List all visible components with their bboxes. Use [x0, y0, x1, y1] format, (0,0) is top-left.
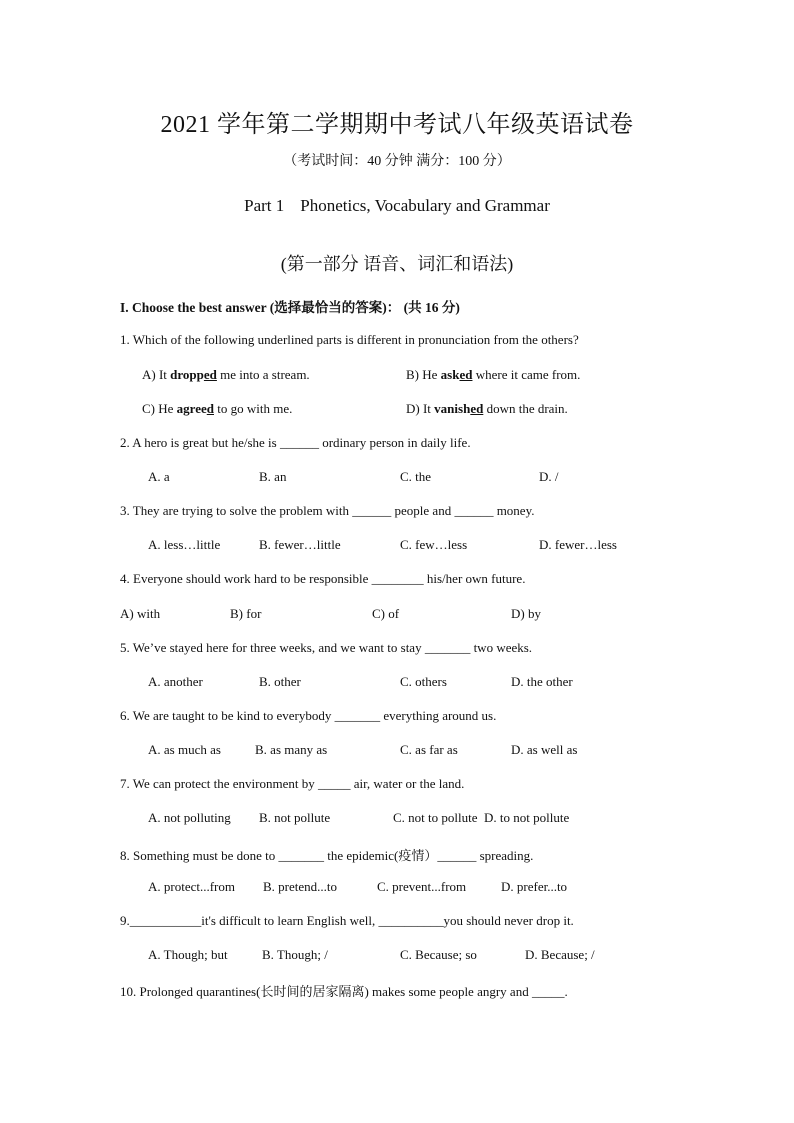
question-6-option-b: B. as many as — [255, 742, 328, 757]
part-heading — [0, 196, 794, 216]
question-1-option-d: D) It vanished down the drain. — [406, 401, 568, 416]
question-7-option-d: D. to not pollute — [484, 810, 570, 825]
question-7-option-b: B. not pollute — [259, 810, 331, 825]
part-heading-cn: (第一部分 语音、词汇和语法) — [280, 254, 514, 274]
question-8-option-a: A. protect...from — [148, 879, 236, 894]
question-1-option-c: C) He agreed to go with me. — [142, 401, 293, 416]
question-10-stem: 10. Prolonged quarantines(长时间的居家隔离) makes some people angry and _____. — [120, 984, 568, 999]
question-9-option-b: B. Though; / — [262, 947, 328, 962]
question-2-option-b: B. an — [259, 469, 287, 484]
question-8-option-d: D. prefer...to — [501, 879, 568, 894]
question-2-stem: 2. A hero is great but he/she is ______ ordinary person in daily life. — [120, 435, 471, 450]
question-9-option-c: C. Because; so — [400, 947, 477, 962]
question-4-stem: 4. Everyone should work hard to be responsible ________ his/her own future. — [120, 571, 526, 586]
question-4-option-c: C) of — [372, 606, 400, 621]
question-8-stem: 8. Something must be done to _______ the epidemic(疫情）______ spreading. — [120, 848, 534, 863]
question-3-option-a: A. less…little — [148, 537, 221, 552]
question-5-stem: 5. We’ve stayed here for three weeks, and we want to stay _______ two weeks. — [120, 640, 533, 655]
question-5-option-b: B. other — [259, 674, 301, 689]
question-1-stem: 1. Which of the following underlined parts is different in pronunciation from the others? — [120, 332, 579, 347]
exam-title: 2021 学年第二学期期中考试八年级英语试卷 — [160, 112, 634, 138]
part-name: Phonetics, Vocabulary and Grammar — [300, 196, 550, 215]
section-heading: I. Choose the best answer (选择最恰当的答案)： (共 16 分) — [120, 300, 460, 315]
question-9-option-a: A. Though; but — [148, 947, 228, 962]
question-6-option-d: D. as well as — [511, 742, 578, 757]
question-7-option-c: C. not to pollute — [393, 810, 478, 825]
question-7-stem: 7. We can protect the environment by _____ air, water or the land. — [120, 776, 465, 791]
question-1-option-a: A) It dropped me into a stream. — [142, 367, 310, 382]
question-6-option-c: C. as far as — [400, 742, 458, 757]
question-7-option-a: A. not polluting — [148, 810, 231, 825]
part-label: Part 1 — [244, 196, 285, 215]
question-3-option-c: C. few…less — [400, 537, 468, 552]
question-1-option-b: B) He asked where it came from. — [406, 367, 581, 382]
question-2-option-a: A. a — [148, 469, 170, 484]
question-2-option-d: D. / — [539, 469, 559, 484]
question-4-option-d: D) by — [511, 606, 541, 621]
question-6-option-a: A. as much as — [148, 742, 221, 757]
question-9-stem: 9.___________it's difficult to learn English well, __________you should never drop it. — [120, 913, 574, 928]
question-8-option-b: B. pretend...to — [263, 879, 338, 894]
question-3-option-b: B. fewer…little — [259, 537, 341, 552]
exam-subtitle: （考试时间：40 分钟 满分：100 分） — [283, 154, 511, 169]
question-5-option-d: D. the other — [511, 674, 573, 689]
question-5-option-c: C. others — [400, 674, 447, 689]
question-3-option-d: D. fewer…less — [539, 537, 617, 552]
question-8-option-c: C. prevent...from — [377, 879, 467, 894]
question-5-option-a: A. another — [148, 674, 203, 689]
question-4-option-b: B) for — [230, 606, 262, 621]
question-2-option-c: C. the — [400, 469, 432, 484]
question-6-stem: 6. We are taught to be kind to everybody _______ everything around us. — [120, 708, 497, 723]
question-9-option-d: D. Because; / — [525, 947, 595, 962]
question-3-stem: 3. They are trying to solve the problem with ______ people and ______ money. — [120, 503, 535, 518]
question-4-option-a: A) with — [120, 606, 161, 621]
